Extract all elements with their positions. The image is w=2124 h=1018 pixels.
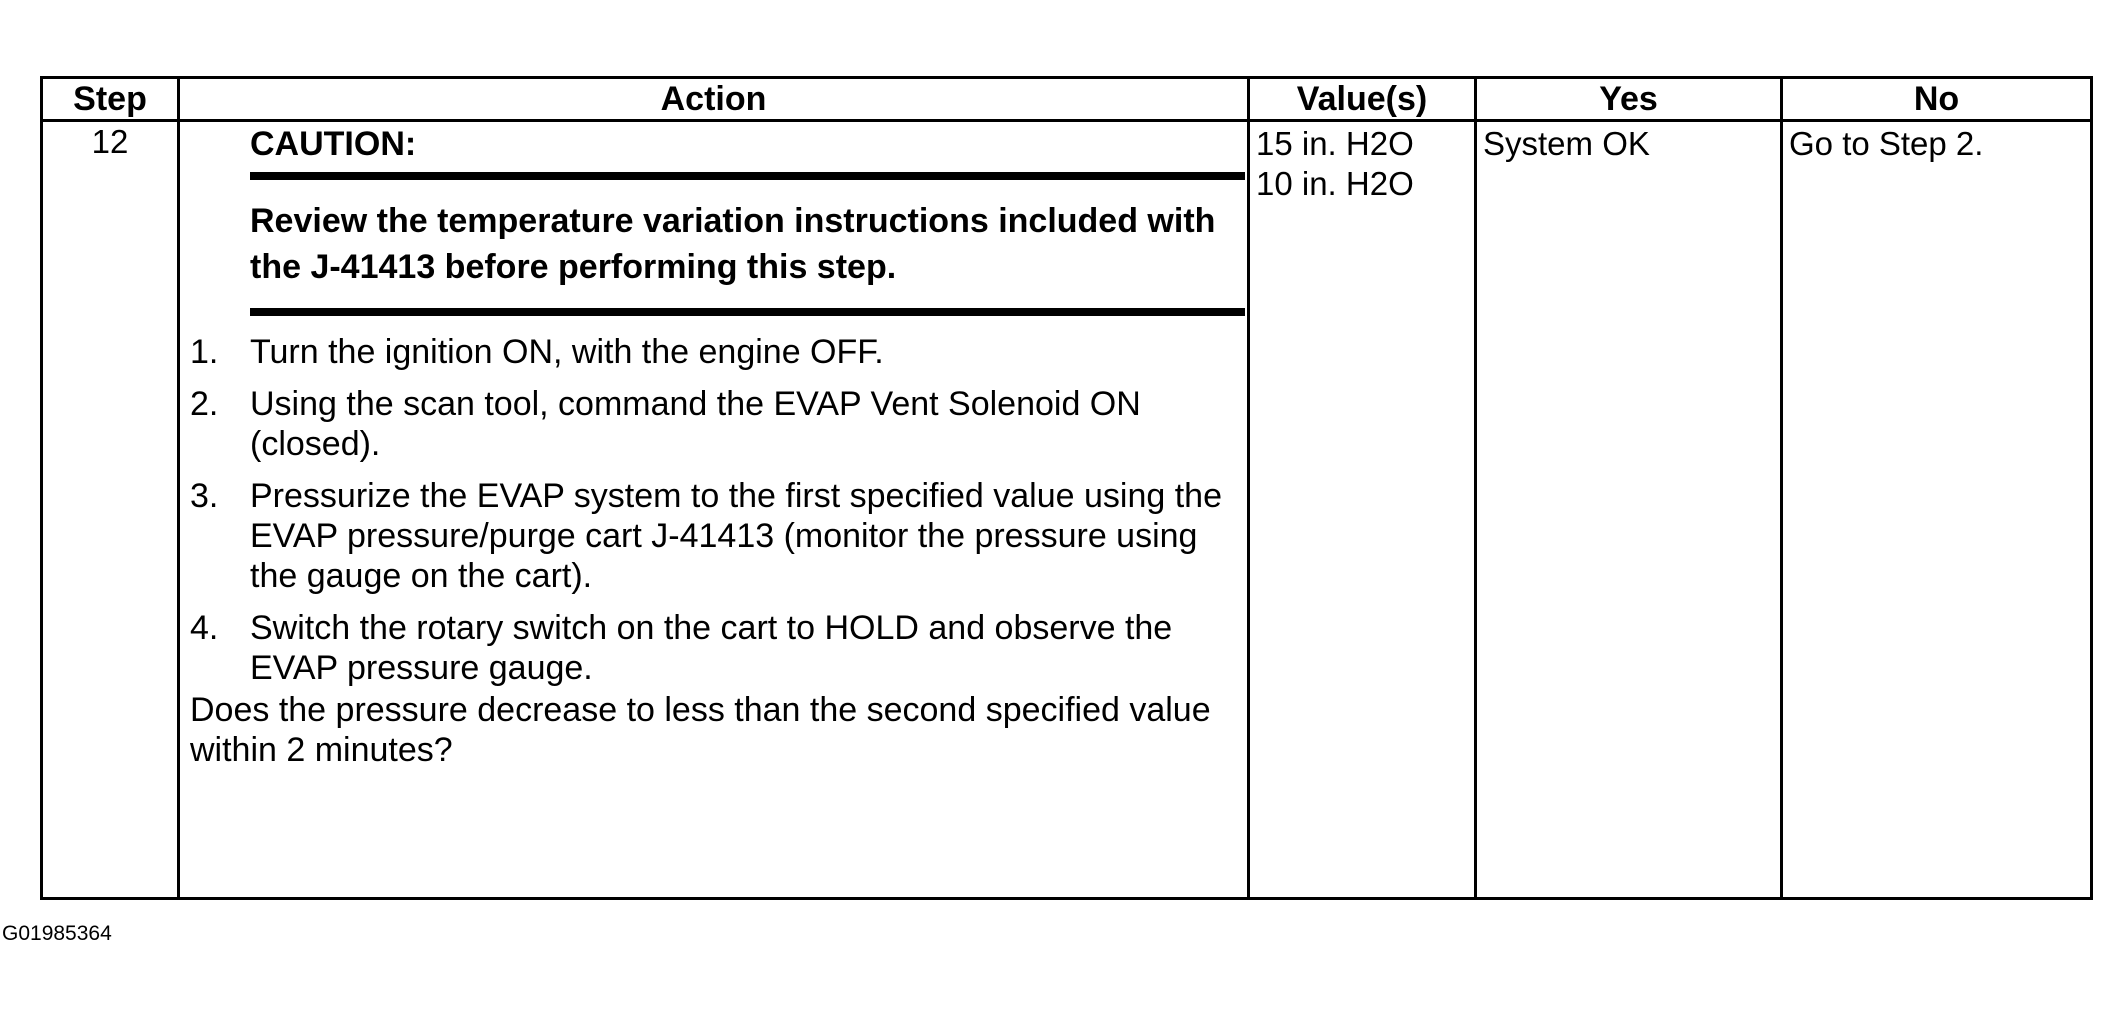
step-item-text: Switch the rotary switch on the cart to HOLD and observe the EVAP pressure gauge. (250, 609, 1173, 687)
step-item-number: 2. (190, 385, 219, 423)
header-action: Action (179, 78, 1249, 121)
decision-question: Does the pressure decrease to less than the second specified value within 2 minutes? (190, 691, 1211, 769)
header-values: Value(s) (1249, 78, 1476, 121)
caution-bottom-rule (250, 308, 1245, 316)
first-specified-value: 15 in. H2O (1256, 125, 1414, 162)
figure-id: G01985364 (2, 922, 112, 945)
step-number: 12 (42, 121, 179, 899)
action-steps-list (180, 332, 1247, 688)
step-item-text: Using the scan tool, command the EVAP Vent Solenoid ON (closed). (250, 385, 1141, 463)
step-item-number: 4. (190, 609, 219, 647)
header-yes: Yes (1476, 78, 1782, 121)
yes-result: System OK (1476, 121, 1782, 899)
caution-label: CAUTION: (250, 125, 417, 163)
header-step: Step (42, 78, 179, 121)
values-cell (1249, 121, 1476, 899)
caution-block (250, 122, 1245, 316)
step-item-number: 3. (190, 477, 219, 515)
list-item (180, 608, 1247, 688)
step-item-number: 1. (190, 333, 219, 371)
second-specified-value: 10 in. H2O (1256, 165, 1414, 202)
list-item (180, 476, 1247, 596)
header-no: No (1782, 78, 2092, 121)
action-cell (179, 121, 1249, 899)
step-item-text: Pressurize the EVAP system to the first specified value using the EVAP pressure/purge cart J-41413 (monitor the pressure using the gauge on the cart). (250, 477, 1222, 595)
caution-top-rule (250, 172, 1245, 180)
list-item (180, 332, 1247, 372)
caution-text: Review the temperature variation instructions included with the J-41413 before performing this step. (250, 202, 1216, 286)
table-header-row (42, 78, 2092, 121)
step-item-text: Turn the ignition ON, with the engine OFF. (250, 333, 884, 371)
list-item (180, 384, 1247, 464)
diagnostic-step-table (40, 76, 2093, 900)
table-row (42, 121, 2092, 899)
no-result: Go to Step 2. (1782, 121, 2092, 899)
